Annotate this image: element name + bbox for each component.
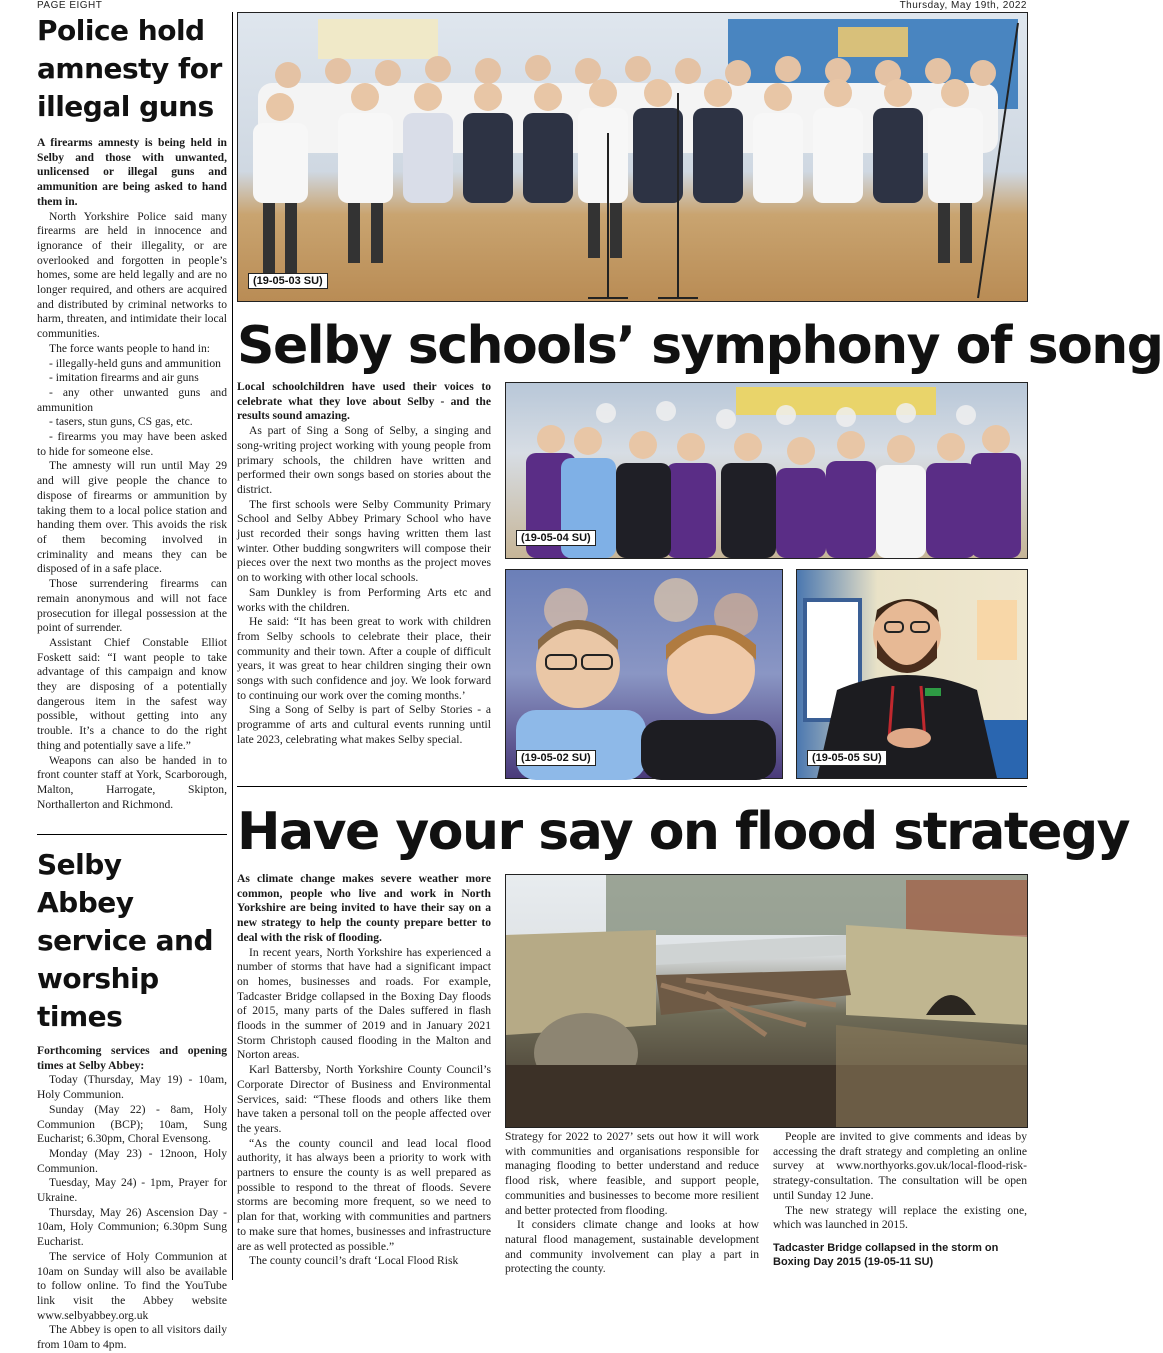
abbey-body <box>37 1044 227 1353</box>
song-para: As part of Sing a Song of Selby, a singing and song-writing project working with young people from primary schools, the children have written and performed their own songs based on stories about the district. <box>237 424 491 496</box>
flood-para: In recent years, North Yorkshire has experienced a number of storms that have had a significant impact on homes, businesses and roads. For example, Tadcaster Bridge collapsed in the Boxing Day floods of 2015, many parts of the Dales suffered in flash floods in the summer of 2019 and in January 2021 Storm Christoph caused flooding in the Malton and Norton areas. <box>237 945 491 1062</box>
abbey-headline: Selby Abbey service and worship times <box>37 848 214 1033</box>
flood-para: People are invited to give comments and ideas by accessing the draft strategy and completing an online survey at www.northyorks.gov.uk/local-flood-risk-strategy-consultation. The consultation will be open until Sunday 12 June. <box>773 1130 1027 1202</box>
issue-date: Thursday, May 19th, 2022 <box>899 0 1027 11</box>
photo-ref-label: (19-05-05 SU) <box>807 750 887 766</box>
amnesty-body <box>37 136 227 812</box>
amnesty-list-item: - tasers, stun guns, CS gas, etc. <box>49 415 193 429</box>
amnesty-para: The amnesty will run until May 29 and will give people the chance to dispose of firearms or ammunition by taking them to a local police station and handing them over. This avoids the risk of them becoming involved in criminality and means they can be disposed of in a safe place. <box>37 459 227 576</box>
leader-illustration <box>797 570 1027 778</box>
flood-para: The county council’s draft ‘Local Flood Risk <box>249 1254 459 1268</box>
amnesty-para: North Yorkshire Police said many firearms are held in innocence and ignorance of their illegality, or are overlooked and forgotten in people’s homes, some are held legally and are no longer required, and others are acquired and distributed by criminal networks to harm, threaten, and intimidate their local communities. <box>37 209 227 341</box>
page-number: PAGE EIGHT <box>37 0 103 11</box>
amnesty-quote: Assistant Chief Constable Elliot Foskett said: “I want people to take advantage of this campaign and know they are disposing of a potentially dangerous item in the safest way possible, without getting into any trouble. It’s a chance to do the right thing and potentially save a life.” <box>37 635 227 752</box>
flood-headline: Have your say on flood strategy <box>237 802 1130 862</box>
section-rule-left <box>37 834 227 835</box>
amnesty-article <box>37 12 227 812</box>
amnesty-list-item: - firearms you may have been asked to hide for someone else. <box>37 430 227 458</box>
abbey-service: Thursday, May 26) Ascension Day - 10am, Holy Communion; 6.30pm Sung Eucharist. <box>37 1205 227 1249</box>
song-quote: He said: “It has been great to work with children from Selby schools to celebrate their place, their community and their town. After a couple of difficult years, it was great to hear children singing their own songs with such confidence and joy. We look forward to continuing our work over the coming months.’ <box>237 615 491 702</box>
flood-column-2 <box>505 1130 759 1277</box>
song-para: Sam Dunkley is from Performing Arts etc and works with the children. <box>237 585 491 614</box>
tadcaster-bridge-photo <box>505 874 1028 1128</box>
section-rule-main <box>237 786 1027 787</box>
boys-photo <box>505 569 783 779</box>
abbey-standfirst: Forthcoming services and opening times at Selby Abbey: <box>37 1044 227 1072</box>
amnesty-list-item: - imitation firearms and air guns <box>49 371 199 385</box>
abbey-para: The service of Holy Communion at 10am on Sunday will also be available to follow online. To find the YouTube link visit the Abbey website www.selbyabbey.org.uk <box>37 1249 227 1322</box>
abbey-service: Monday (May 23) - 12noon, Holy Communion. <box>37 1146 227 1175</box>
amnesty-standfirst: A firearms amnesty is being held in Selby and those with unwanted, unlicensed or illegal guns and ammunition are being asked to hand them in. <box>37 136 227 208</box>
choir-illustration <box>238 13 1027 301</box>
flood-column-1 <box>237 872 491 1269</box>
amnesty-para: Weapons can also be handed in to front counter staff at York, Scarborough, Malton, Harrogate, Skipton, Northallerton and Richmond. <box>37 753 227 811</box>
workshop-leader-photo <box>796 569 1028 779</box>
choir-photo-purple <box>505 382 1028 559</box>
flood-standfirst: As climate change makes severe weather more common, people who live and work in North Yorkshire are being invited to have their say on a new strategy to help the county prepare better to deal with the risk of flooding. <box>237 872 491 944</box>
amnesty-para: Those surrendering firearms can remain anonymous and will not face prosecution for illegal possession at the point of surrender. <box>37 577 227 635</box>
photo-ref-label: (19-05-04 SU) <box>516 530 596 546</box>
flood-para: It considers climate change and looks at how natural flood management, sustainable development and community involvement can play a part in protecting the county. <box>505 1218 759 1276</box>
flood-para: The new strategy will replace the existing one, which was launched in 2015. <box>773 1203 1027 1232</box>
abbey-service: Sunday (May 22) - 8am, Holy Communion (BCP); 10am, Sung Eucharist; 6.30pm, Choral Evensong. <box>37 1102 227 1146</box>
photo-caption: Tadcaster Bridge collapsed in the storm on Boxing Day 2015 (19-05-11 SU) <box>773 1241 999 1268</box>
choir-photo-main <box>237 12 1028 302</box>
column-rule <box>232 12 233 1280</box>
abbey-para: The Abbey is open to all visitors daily from 10am to 4pm. <box>37 1323 227 1352</box>
photo-ref-label: (19-05-03 SU) <box>248 273 328 289</box>
flood-para: Karl Battersby, North Yorkshire County Council’s Corporate Director of Business and Environmental Services, said: “These floods and others like them have taken a personal toll on the people affected over the years. <box>237 1063 491 1135</box>
amnesty-list-item: - any other unwanted guns and ammunition <box>37 385 227 414</box>
bridge-illustration <box>506 875 1027 1127</box>
flood-para: Strategy for 2022 to 2027’ sets out how it will work with communities and organisations responsible for managing flooding to better understand and reduce flood risk, where feasible, and support people, communities and businesses to become more resilient and better protected from flooding. <box>505 1130 759 1217</box>
abbey-service: Today (Thursday, May 19) - 10am, Holy Communion. <box>37 1073 227 1102</box>
boys-illustration <box>506 570 782 778</box>
abbey-service: Tuesday, May 24) - 1pm, Prayer for Ukraine. <box>37 1176 227 1205</box>
photo-ref-label: (19-05-02 SU) <box>516 750 596 766</box>
song-para: The first schools were Selby Community Primary School and Selby Abbey Primary School who have just recorded their songs having written them last winter. Other budding songwriters will compose their pieces over the next two months as the project moves on to working with other local schools. <box>237 497 491 585</box>
amnesty-list-item: - illegally-held guns and ammunition <box>49 356 221 370</box>
song-para: Sing a Song of Selby is part of Selby Stories - a programme of arts and cultural events running until late 2023, celebrating what makes Selby special. <box>237 703 491 746</box>
song-standfirst: Local schoolchildren have used their voices to celebrate what they love about Selby - and the results sound amazing. <box>237 380 491 423</box>
flood-column-3 <box>773 1130 1027 1269</box>
song-headline: Selby schools’ symphony of song <box>237 316 1163 376</box>
song-article-body <box>237 380 491 748</box>
amnesty-para: The force wants people to hand in: <box>49 341 210 355</box>
abbey-article <box>37 846 227 1353</box>
flood-quote: “As the county council and lead local flood authority, it has always been a priority to work with partners to ensure the county is as well prepared as possible to respond to the threat of floods. Severe storms are becoming more frequent, so we need to plan for that, working with communities and partners to make sure that homes, businesses and infrastructure are as well protected as possible.” <box>237 1136 491 1253</box>
amnesty-headline: Police hold amnesty for illegal guns <box>37 14 222 123</box>
